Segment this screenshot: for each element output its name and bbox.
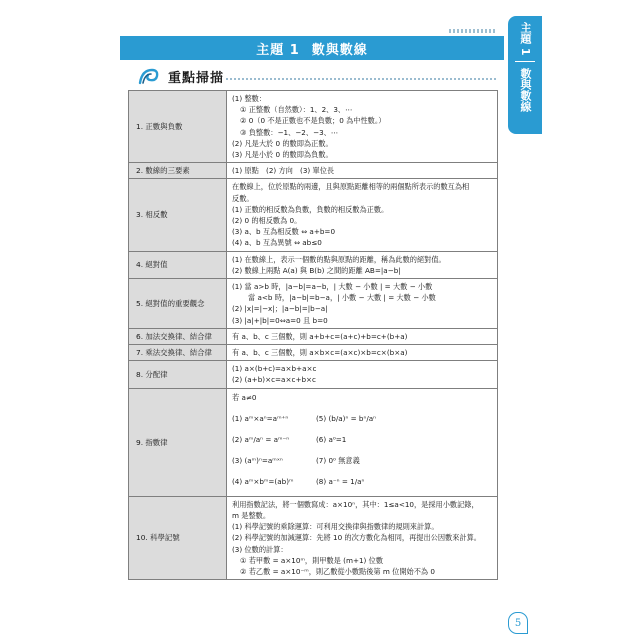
row-line: 反數。	[232, 193, 254, 203]
row-key: 7. 乘法交換律、結合律	[129, 345, 227, 361]
exponent-law: (2) aᵐ/aⁿ = aᵐ⁻ⁿ	[232, 435, 290, 445]
row-line: (2) (a+b)×c=a×c+b×c	[232, 375, 316, 385]
row-key: 2. 數線的三要素	[129, 163, 227, 179]
row-key: 10. 科學記號	[129, 496, 227, 579]
row-line: (2) 凡是大於 0 的數即為正數。	[232, 138, 333, 148]
decorative-dots	[449, 29, 497, 33]
row-line: (2) 0 的相反數為 0。	[232, 216, 302, 226]
exponent-law: (3) (aᵐ)ⁿ=aᵐˣⁿ	[232, 456, 283, 466]
table-row	[129, 251, 498, 278]
table-row	[129, 388, 498, 496]
exponent-law-row	[232, 429, 492, 451]
section-divider	[226, 78, 496, 80]
row-line: (3) 凡是小於 0 的數即為負數。	[232, 150, 333, 160]
row-line: (1) 整數：	[232, 94, 267, 103]
row-key: 3. 相反數	[129, 179, 227, 251]
row-line: 在數線上，位於原點的兩邊，且與原點距離相等的兩個點所表示的數互為相	[232, 182, 470, 192]
row-line: (4) a、b 互為異號 ⇔ ab≤0	[232, 238, 322, 248]
row-content	[227, 361, 498, 388]
table-row	[129, 91, 498, 163]
row-content	[227, 163, 498, 179]
row-line: ② 0（0 不是正數也不是負數；0 為中性數。）	[240, 116, 386, 126]
table-row	[129, 179, 498, 251]
row-content	[227, 496, 498, 579]
row-content	[227, 279, 498, 329]
chapter-label: 主題 1	[256, 42, 300, 58]
row-key: 8. 分配律	[129, 361, 227, 388]
row-line: 有 a、b、c 三個數，則 a+b+c=(a+c)+b=c+(b+a)	[232, 331, 408, 341]
row-line: (1) 正數的相反數為負數，負數的相反數為正數。	[232, 204, 389, 214]
exponent-law: (6) a⁰=1	[316, 435, 347, 445]
row-line: (3) 位數的計算：	[232, 544, 288, 554]
table-row	[129, 361, 498, 388]
row-key: 5. 絕對值的重要觀念	[129, 279, 227, 329]
row-content	[227, 328, 498, 344]
section-title: 重點掃描	[168, 70, 225, 86]
row-line: (2) 科學記號的加減運算：先將 10 的次方數化為相同，再提出公因數來計算。	[232, 533, 481, 543]
table-row	[129, 328, 498, 344]
exponent-law-row	[232, 471, 492, 493]
exponent-law: (8) a⁻ⁿ = 1/aⁿ	[316, 477, 365, 487]
side-tab-chapter: 主題 1	[519, 22, 532, 56]
row-content	[227, 91, 498, 163]
row-line: (2) 數線上兩點 A(a) 與 B(b) 之間的距離 AB=|a−b|	[232, 265, 401, 275]
page-title	[120, 36, 504, 60]
row-line: (2) |x|=|−x|；|a−b|=|b−a|	[232, 304, 328, 314]
row-line: 當 a<b 時，|a−b|=b−a，| 小數 − 大數 | = 大數 − 小數	[248, 293, 436, 303]
table-row	[129, 345, 498, 361]
table-row	[129, 163, 498, 179]
swirl-icon	[138, 67, 160, 85]
row-content	[227, 345, 498, 361]
topic-label: 數與數線	[311, 42, 368, 58]
exponent-law: (1) aᵐ×aⁿ=aᵐ⁺ⁿ	[232, 414, 289, 424]
exponent-law: (5) (b/a)ⁿ = bⁿ/aⁿ	[316, 414, 377, 424]
exponent-law-row	[232, 409, 492, 429]
row-line: (1) a×(b+c)=a×b+a×c	[232, 364, 317, 374]
row-key: 6. 加法交換律、結合律	[129, 328, 227, 344]
exponent-law: (7) 0⁰ 無意義	[316, 456, 360, 466]
exponent-law: (4) aᵐ×bᵐ=(ab)ᵐ	[232, 477, 294, 487]
row-line: (3) |a|+|b|=0⇔a=0 且 b=0	[232, 315, 328, 325]
row-key: 1. 正數與負數	[129, 91, 227, 163]
row-line: (1) 科學記號的乘除運算：可利用交換律與指數律的規則來計算。	[232, 522, 439, 532]
row-content	[227, 251, 498, 278]
section-header	[138, 66, 224, 86]
row-key: 9. 指數律	[129, 388, 227, 496]
row-line: (1) 在數線上，表示一個數的點與原點的距離，稱為此數的絕對值。	[232, 254, 446, 264]
row-line: ① 正整數（自然數）：1、2、3、⋯	[240, 105, 353, 115]
row-line: m 是整數。	[232, 511, 271, 521]
row-content	[227, 388, 498, 496]
side-tab	[508, 16, 542, 134]
row-line: 有 a、b、c 三個數，則 a×b×c=(a×c)×b=c×(b×a)	[232, 348, 408, 358]
side-tab-topic: 數與數線	[519, 68, 532, 113]
exponent-condition: 若 a≠0	[232, 392, 257, 402]
row-line: (1) 原點 (2) 方向 (3) 單位長	[232, 166, 335, 176]
table-row	[129, 496, 498, 579]
table-row	[129, 279, 498, 329]
row-line: (3) a、b 互為相反數 ⇔ a+b=0	[232, 227, 336, 237]
side-tab-divider	[515, 61, 535, 62]
exponent-law-row	[232, 451, 492, 471]
row-line: 利用指數記法，將一個數寫成：a×10ⁿ，其中：1≤a<10，是採用小數記錄，	[232, 499, 479, 509]
row-content	[227, 179, 498, 251]
page-number: 5	[508, 612, 528, 634]
row-line: (1) 當 a>b 時，|a−b|=a−b，| 大數 − 小數 | = 大數 − 小數	[232, 282, 433, 292]
row-line: ② 若乙數 = a×10⁻ᵐ，則乙數從小數點後第 m 位開始不為 0	[240, 567, 435, 577]
row-line: ① 若甲數 = a×10ᵐ，則甲數是 (m+1) 位數	[240, 555, 384, 565]
row-line: ③ 負整數：−1、−2、−3、⋯	[240, 127, 339, 137]
row-key: 4. 絕對值	[129, 251, 227, 278]
summary-table	[128, 90, 498, 580]
